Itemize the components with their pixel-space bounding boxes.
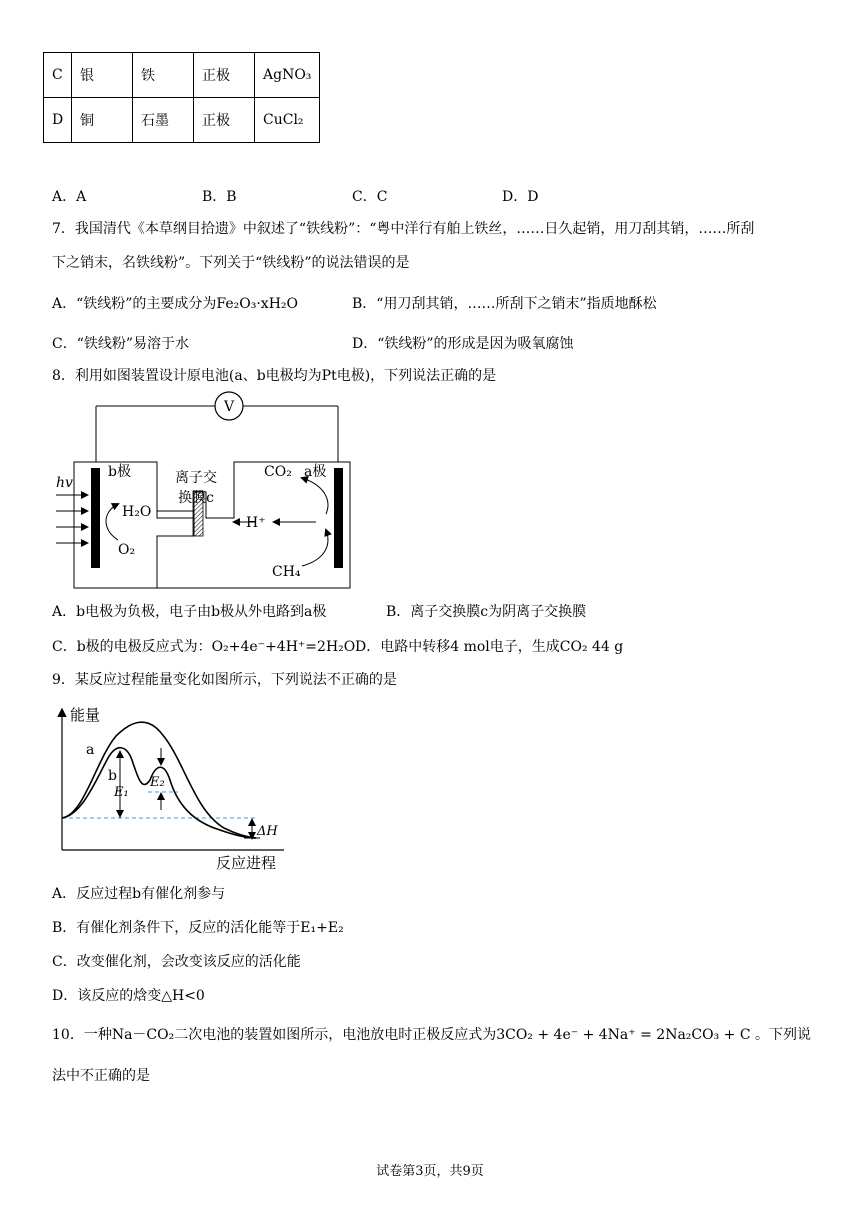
table-cell: AgNO₃ bbox=[255, 53, 320, 98]
table-cell: 铁 bbox=[133, 53, 194, 98]
q9-option-c: C．改变催化剂，会改变该反应的活化能 bbox=[52, 954, 301, 970]
voltmeter-label: V bbox=[223, 399, 235, 415]
membrane-label-1: 离子交 bbox=[175, 470, 217, 486]
q9-option-a: A．反应过程b有催化剂参与 bbox=[52, 886, 226, 902]
q8-option-d: D．电路中转移4 mol电子，生成CO₂ 44 g bbox=[355, 639, 624, 655]
table-cell: 铜 bbox=[72, 98, 133, 143]
table-cell: 银 bbox=[72, 53, 133, 98]
curve-a-label: a bbox=[86, 742, 95, 758]
membrane-label-2: 换膜c bbox=[178, 490, 214, 506]
h2o-label: H₂O bbox=[122, 504, 152, 520]
table-row bbox=[44, 98, 320, 143]
q9-option-d: D．该反应的焓变△H<0 bbox=[52, 988, 205, 1004]
table-cell: CuCl₂ bbox=[255, 98, 320, 143]
q6-option-d: D．D bbox=[502, 189, 539, 205]
co2-label: CO₂ bbox=[264, 464, 292, 480]
dh-label: ΔH bbox=[257, 824, 278, 839]
q7-option-c: C．“铁线粉”易溶于水 bbox=[52, 336, 190, 352]
table-row bbox=[44, 53, 320, 98]
e1-label: E₁ bbox=[114, 785, 129, 800]
q7-stem-line1: 7．我国清代《本草纲目拾遗》中叙述了“铁线粉”：“粤中洋行有舶上铁丝，……日久起销，用刀刮其销，……所刮 bbox=[52, 221, 755, 237]
electrode-a bbox=[334, 468, 343, 568]
a-electrode-label: a极 bbox=[304, 464, 327, 480]
q6-option-a: A．A bbox=[52, 189, 87, 205]
o2-label: O₂ bbox=[118, 542, 136, 558]
table-cell: 石墨 bbox=[133, 98, 194, 143]
q8-stem: 8．利用如图装置设计原电池(a、b电极均为Pt电极)，下列说法正确的是 bbox=[52, 368, 497, 384]
curve-b bbox=[62, 748, 256, 838]
q7-option-a: A．“铁线粉”的主要成分为Fe₂O₃·xH₂O bbox=[52, 296, 299, 312]
q6-option-b: B．B bbox=[202, 189, 237, 205]
curve-b-label: b bbox=[108, 768, 117, 784]
e2-label: E₂ bbox=[150, 775, 165, 790]
table-cell: 正极 bbox=[194, 53, 255, 98]
table-cell: D bbox=[44, 98, 72, 143]
table-cell: C bbox=[44, 53, 72, 98]
q9-stem: 9．某反应过程能量变化如图所示，下列说法不正确的是 bbox=[52, 672, 397, 688]
q7-stem-line2: 下之销末，名铁线粉”。下列关于“铁线粉”的说法错误的是 bbox=[52, 255, 410, 271]
energy-diagram bbox=[44, 700, 294, 875]
table-cell: 正极 bbox=[194, 98, 255, 143]
y-axis-label: 能量 bbox=[70, 706, 101, 724]
b-electrode-label: b极 bbox=[108, 464, 131, 480]
q7-option-d: D．“铁线粉”的形成是因为吸氧腐蚀 bbox=[352, 336, 574, 352]
x-axis-label: 反应进程 bbox=[216, 854, 277, 872]
q8-option-a: A．b电极为负极，电子由b极从外电路到a极 bbox=[52, 604, 327, 620]
q6-option-c: C．C bbox=[352, 189, 388, 205]
hplus-label: H⁺ bbox=[246, 515, 266, 531]
q10-stem-line2: 法中不正确的是 bbox=[52, 1068, 150, 1084]
q7-option-b: B．“用刀刮其销，……所刮下之销末”指质地酥松 bbox=[352, 296, 657, 312]
q9-option-b: B．有催化剂条件下，反应的活化能等于E₁+E₂ bbox=[52, 920, 344, 936]
hv-label: hv bbox=[56, 475, 73, 491]
electrode-b bbox=[91, 468, 100, 568]
options-table bbox=[43, 52, 320, 143]
q8-option-c: C．b极的电极反应式为：O₂+4e⁻+4H⁺=2H₂O bbox=[52, 639, 356, 655]
galvanic-cell-diagram bbox=[52, 390, 372, 595]
q10-stem-line1: 10．一种Na－CO₂二次电池的装置如图所示，电池放电时正极反应式为3CO₂ + 4e⁻ + 4Na⁺ = 2Na₂CO₃ + C 。下列说 bbox=[52, 1027, 811, 1043]
ch4-label: CH₄ bbox=[272, 564, 301, 580]
page-footer: 试卷第3页，共9页 bbox=[376, 1164, 484, 1179]
q8-option-b: B．离子交换膜c为阴离子交换膜 bbox=[386, 604, 587, 620]
